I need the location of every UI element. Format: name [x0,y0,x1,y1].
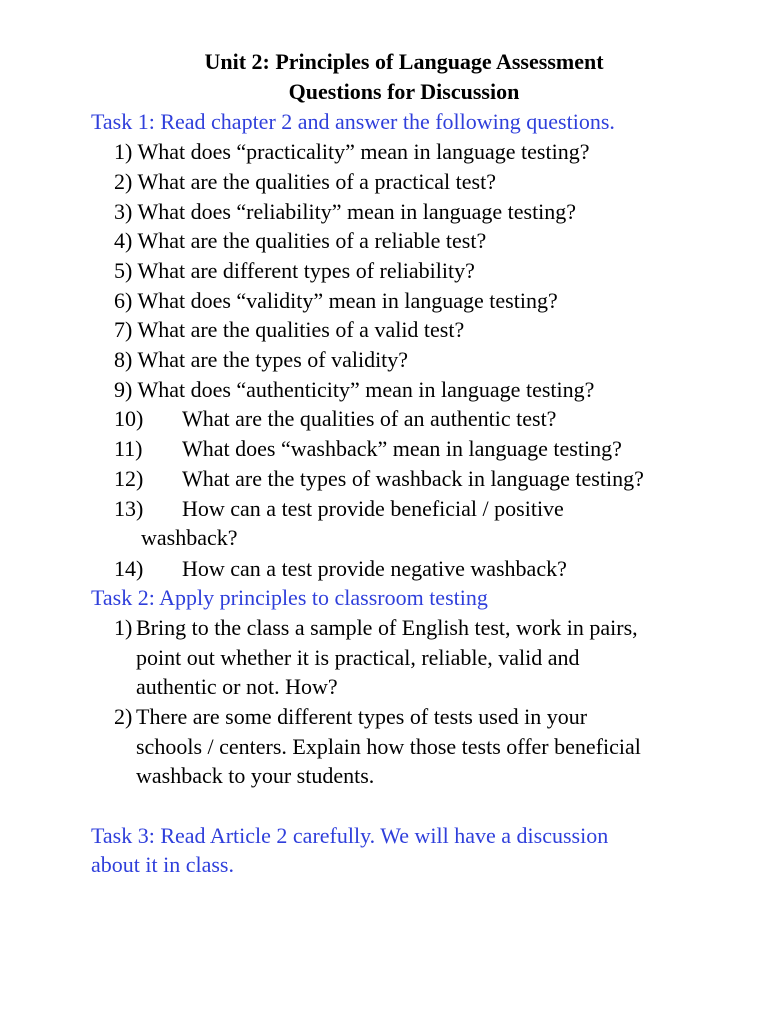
question-item [114,228,486,254]
task1-heading: Task 1: Read chapter 2 and answer the following questions. [91,109,615,134]
question-text: What are the qualities of an authentic test? [182,406,557,431]
question-text: How can a test provide negative washback? [182,556,567,581]
question-number: 3) [114,199,133,224]
question-number: 2) [114,169,133,194]
question-number: 10) [114,406,144,431]
task2-item-line: washback to your students. [136,763,375,788]
question-number: 12) [114,466,144,491]
question-number: 7) [114,317,133,342]
question-text: What are the qualities of a practical test? [137,169,496,194]
question-item [114,317,464,343]
task2-item-line: point out whether it is practical, reliable, valid and [136,645,580,670]
task2-item-line: There are some different types of tests used in your [136,704,588,729]
question-number: 4) [114,228,133,253]
task3-text-line1: Task 3: Read Article 2 carefully. We will have a discussion [91,823,609,848]
question-item [114,288,558,314]
question-item [114,139,589,165]
question-item [114,347,408,373]
task2-item-line: schools / centers. Explain how those tests offer beneficial [136,734,641,759]
question-item [114,199,576,225]
task2-item-number: 2) [114,704,133,729]
question-number: 13) [114,496,144,521]
question-text: What are the types of washback in language testing? [182,466,644,491]
question-text: What does “practicality” mean in language testing? [137,139,590,164]
task2-item-line: Bring to the class a sample of English test, work in pairs, [136,615,638,640]
task2-heading: Task 2: Apply principles to classroom testing [91,585,488,610]
question-item [114,436,622,462]
page-subtitle: Questions for Discussion [288,79,520,104]
question-item [114,496,564,522]
question-number: 1) [114,139,133,164]
question-item [114,466,644,492]
question-number: 5) [114,258,133,283]
question-text: What does “authenticity” mean in language testing? [137,377,595,402]
question-continuation: washback? [141,525,238,550]
question-text: What does “validity” mean in language testing? [137,288,558,313]
question-text: What are different types of reliability? [137,258,475,283]
question-text: What does “reliability” mean in language testing? [137,199,577,224]
question-item [114,377,594,403]
question-text: What are the qualities of a reliable test? [137,228,487,253]
question-item [114,169,496,195]
page-title: Unit 2: Principles of Language Assessment [204,49,604,74]
task2-item-line: authentic or not. How? [136,674,338,699]
question-item [114,406,556,432]
question-item [114,258,475,284]
question-number: 9) [114,377,133,402]
question-number: 6) [114,288,133,313]
question-text: What are the types of validity? [137,347,409,372]
task3-text-line2: about it in class. [91,852,234,877]
question-item [114,556,567,582]
question-text: What does “washback” mean in language testing? [182,436,622,461]
task2-item-number: 1) [114,615,133,640]
question-number: 8) [114,347,133,372]
question-text: How can a test provide beneficial / positive [182,496,564,521]
question-number: 14) [114,556,144,581]
question-text: What are the qualities of a valid test? [137,317,465,342]
question-number: 11) [114,436,143,461]
